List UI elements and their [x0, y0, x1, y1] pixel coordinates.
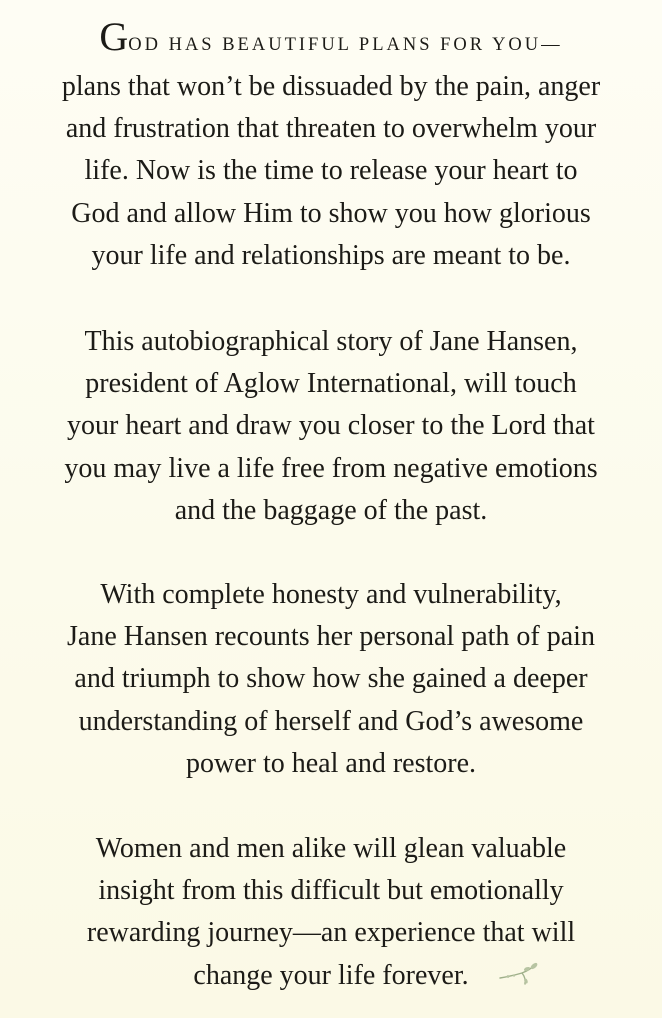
- text-line: and the baggage of the past.: [174, 494, 488, 526]
- text-line: change your life forever.: [193, 959, 469, 991]
- text-line: With complete honesty and vulnerability,: [100, 579, 562, 610]
- text-line: Jane Hansen recounts her personal path of pain: [67, 621, 595, 653]
- text-line: understanding of herself and God’s awesome: [78, 705, 584, 737]
- text-line: This autobiographical story of Jane Hansen,: [84, 326, 578, 357]
- paragraph-honesty: [0, 574, 662, 785]
- paragraph-intro: [0, 16, 662, 277]
- paragraph-story: [0, 321, 662, 532]
- text-line: your life and relationships are meant to be.: [91, 239, 571, 271]
- text-line: insight from this difficult but emotionally: [98, 875, 564, 907]
- opening-line: [0, 16, 662, 66]
- text-line: and frustration that threaten to overwhelm your: [65, 113, 597, 145]
- paragraph-closing: [0, 828, 662, 997]
- text-line: your heart and draw you closer to the Lord that: [67, 410, 595, 442]
- text-line: God and allow Him to show you how glorious: [71, 197, 591, 229]
- text-line: president of Aglow International, will touch: [85, 368, 577, 400]
- leaf-sprig-icon: [496, 958, 542, 988]
- opening-smallcaps: OD HAS BEAUTIFUL PLANS FOR YOU—: [128, 35, 563, 55]
- text-line: plans that won’t be dissuaded by the pain, anger: [61, 71, 601, 102]
- text-line: life. Now is the time to release your heart to: [84, 155, 578, 187]
- text-line: rewarding journey—an experience that will: [86, 917, 576, 949]
- text-line: and triumph to show how she gained a deeper: [74, 663, 588, 695]
- drop-cap: G: [99, 14, 129, 59]
- text-line: you may live a life free from negative emotions: [64, 452, 598, 484]
- text-line: power to heal and restore.: [186, 747, 476, 779]
- text-line: Women and men alike will glean valuable: [95, 833, 567, 864]
